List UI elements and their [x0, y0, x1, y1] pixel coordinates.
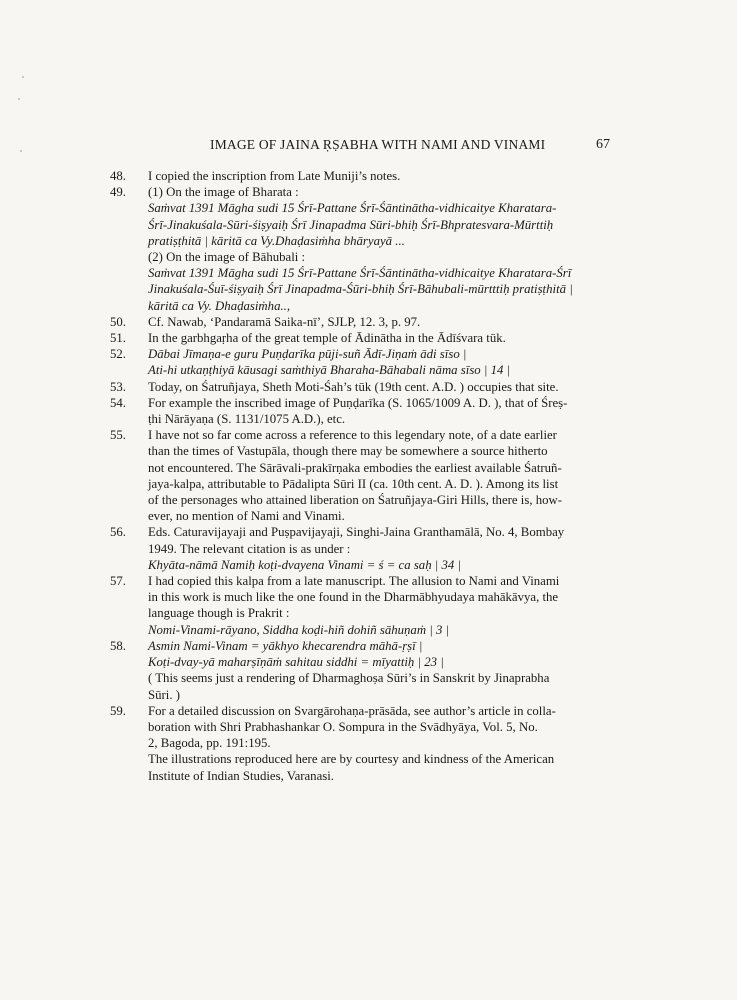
scan-speck — [20, 150, 22, 152]
endnote-line: Eds. Caturavijayaji and Puṣpavijayaji, Singhi-Jaina Granthamālā, No. 4, Bombay — [148, 525, 565, 540]
endnote — [110, 703, 610, 784]
endnote-line: For example the inscribed image of Puṇḍarīka (S. 1065/1009 A. D. ), that of Śreṣ- — [148, 395, 568, 410]
endnote-number: 56. — [110, 525, 126, 540]
endnote-line: language though is Prakrit : — [148, 606, 290, 621]
endnote — [110, 314, 610, 330]
endnote-line: Asmin Nami-Vinam = yākhyo khecarendra māhā-ṛṣī | — [148, 638, 423, 653]
endnote — [110, 638, 610, 703]
endnote — [110, 379, 610, 395]
endnote-line: Saṁvat 1391 Māgha sudi 15 Śrī-Pattane Śrī-Śāntinātha-vidhicaitye Kharatara- — [148, 201, 557, 216]
endnote-line: pratiṣṭhitā | kāritā ca Vy.Dhaḍasiṁha bhāryayā ... — [148, 233, 405, 248]
endnote-number: 59. — [110, 703, 126, 718]
endnote-number: 53. — [110, 379, 126, 394]
endnote-line: Jinakuśala-Śuī-śiṣyaiḥ Śrī Jinapadma-Śūri-bhiḥ Śrī-Bāhubali-mūrtttiḥ pratiṣṭhitā | — [148, 282, 573, 297]
endnote-number: 54. — [110, 395, 126, 410]
endnote-line: I have not so far come across a reference to this legendary note, of a date earlier — [148, 428, 557, 443]
endnote-line: Khyāta-nāmā Namiḥ koṭi-dvayena Vinami = ś = ca saḥ | 34 | — [148, 557, 462, 572]
endnote-line: Institute of Indian Studies, Varanasi. — [148, 768, 334, 783]
endnote-line: Dābai Jīmaṇa-e guru Puṇḍarīka pūji-suñ Ādī-Jiṇaṁ ādi sīso | — [148, 347, 467, 362]
endnote-line: The illustrations reproduced here are by courtesy and kindness of the American — [148, 752, 555, 767]
endnotes-list — [110, 168, 610, 784]
endnote-line: Koṭi-dvay-yā maharṣīṇāṁ sahitau siddhi = mīyattiḥ | 23 | — [148, 655, 444, 670]
endnote-number: 52. — [110, 347, 126, 362]
endnote-line: I copied the inscription from Late Muniji’s notes. — [148, 169, 401, 183]
endnote — [110, 395, 610, 427]
endnote-line: not encountered. The Sārāvali-prakīrṇaka embodies the earliest available Śatruñ- — [148, 460, 562, 475]
endnote-line: ṭhi Nārāyaṇa (S. 1131/1075 A.D.), etc. — [148, 412, 346, 427]
endnote-number: 48. — [110, 169, 126, 183]
endnote-line: boration with Shri Prabhashankar O. Sompura in the Svādhyāya, Vol. 5, No. — [148, 719, 538, 734]
scan-speck — [18, 98, 20, 100]
endnote-line: kāritā ca Vy. Dhaḍasiṁha.., — [148, 298, 291, 313]
endnote-line: than the times of Vastupāla, though there may be somewhere a source hitherto — [148, 444, 548, 459]
endnote-number: 57. — [110, 574, 126, 589]
endnote-line: Today, on Śatruñjaya, Sheth Moti-Śah’s tūk (19th cent. A.D. ) occupies that site. — [148, 379, 559, 394]
endnote-line: Sūri. ) — [148, 687, 180, 702]
endnote — [110, 573, 610, 638]
endnote-line: Ati-hi utkaṇṭhiyā kāusagi saṁthiyā Bharaha-Bāhabali nāma sīso | 14 | — [148, 363, 511, 378]
endnote-line: Cf. Nawab, ‘Pandaramā Saika-nī’, SJLP, 12. 3, p. 97. — [148, 314, 421, 329]
endnote-line: (2) On the image of Bāhubali : — [148, 250, 306, 265]
endnote-line: Saṁvat 1391 Māgha sudi 15 Śrī-Pattane Śrī-Śāntinātha-vidhicaitye Kharatara-Śrī — [148, 266, 572, 281]
endnote-line: ( This seems just a rendering of Dharmaghoṣa Sūri’s in Sanskrit by Jinaprabha — [148, 671, 550, 686]
endnote — [110, 346, 610, 378]
endnote — [110, 524, 610, 573]
endnote-line: 2, Bagoda, pp. 191:195. — [148, 736, 271, 751]
endnote-number: 55. — [110, 428, 126, 443]
page-number: 67 — [596, 137, 610, 152]
endnote — [110, 330, 610, 346]
endnote-line: ever, no mention of Nami and Vinami. — [148, 509, 345, 524]
endnote-line: 1949. The relevant citation is as under : — [148, 541, 351, 556]
endnote-line: jaya-kalpa, attributable to Pādalipta Sūri II (ca. 10th cent. A. D. ). Among its list — [148, 476, 559, 491]
endnote-number: 50. — [110, 314, 126, 329]
endnote-number: 58. — [110, 638, 126, 653]
endnote-line: Nomi-Vinami-rāyano, Siddha koḍi-hiñ dohiñ sāhuṇaṁ | 3 | — [148, 622, 450, 637]
endnote — [110, 184, 610, 314]
endnote-line: (1) On the image of Bharata : — [148, 185, 299, 200]
endnote-line: in this work is much like the one found in the Dharmābhyudaya mahākāvya, the — [148, 590, 559, 605]
endnote-line: In the garbhgaṛha of the great temple of Ādinātha in the Ādīśvara tūk. — [148, 331, 506, 346]
endnote — [110, 168, 610, 184]
endnote-number: 49. — [110, 185, 126, 200]
endnote-number: 51. — [110, 331, 126, 346]
running-header: IMAGE OF JAINA ṚṢABHA WITH NAMI AND VINAMI — [210, 137, 546, 152]
scan-speck — [22, 76, 24, 78]
endnote-line: of the personages who attained liberation on Śatruñjaya-Giri Hills, there is, how- — [148, 493, 563, 508]
endnote-line: For a detailed discussion on Svargārohaṇa-prāsāda, see author’s article in colla- — [148, 703, 556, 718]
endnote — [110, 427, 610, 524]
endnote-line: I had copied this kalpa from a late manuscript. The allusion to Nami and Vinami — [148, 574, 560, 589]
endnote-line: Śrī-Jinakuśala-Sūri-śiṣyaiḥ Śrī Jinapadma Sūri-bhiḥ Śrī-Bhpratesvara-Mūrttiḥ — [148, 217, 554, 232]
